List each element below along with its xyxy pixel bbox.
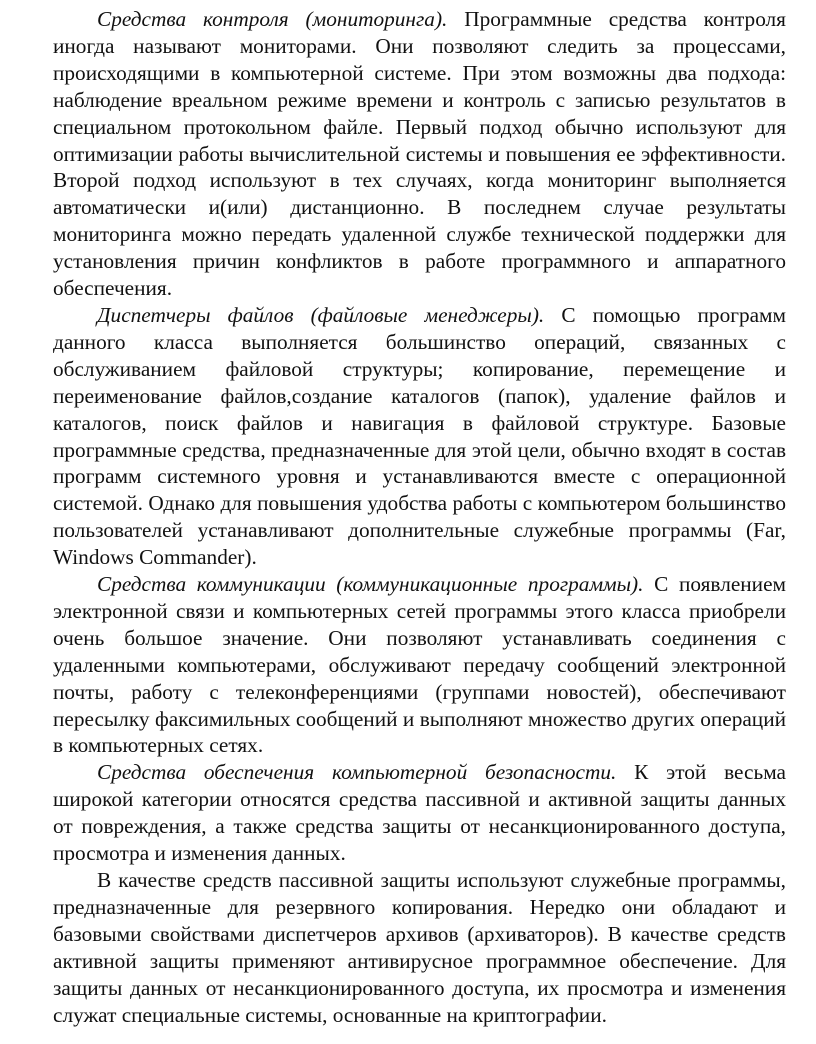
paragraph-communication-tools <box>53 571 786 759</box>
paragraph-passive-active-protection <box>53 867 786 1028</box>
paragraph-heading: Средства контроля (мониторинга). <box>97 7 448 31</box>
paragraph-monitoring-tools <box>53 6 786 302</box>
paragraph-file-managers <box>53 302 786 571</box>
paragraph-security-tools <box>53 759 786 867</box>
paragraph-heading: Средства обеспечения компьютерной безопасности. <box>97 760 617 785</box>
paragraph-heading: Диспетчеры файлов (файловые менеджеры). <box>97 302 545 327</box>
paragraph-body: В качестве средств пассивной защиты используют служебные программы, предназначенные для резервного копирования. Нередко они обладают и базовыми свойствами диспетчеров архивов (архиваторов). В качестве средств активной защиты применяют антивирусное программное обеспечение. Для защиты данных от несанкционированного доступа, их просмотра и изменения служат специальные системы, основанные на криптографии. <box>53 868 786 1027</box>
paragraph-body: С помощью программ данного класса выполняется большинство операций, связанных с обслуживанием файловой структуры; копирование, перемещение и переименование файлов,создание каталогов (папок), удаление файлов и каталогов, поиск файлов и навигация в файловой структуре. Базовые программные средства, предназначенные для этой цели, обычно входят в состав программ системного уровня и устанавливаются вместе с операционной системой. Однако для повышения удобства работы с компьютером большинство пользователей устанавливают дополнительные служебные программы (Far, Windows Commander). <box>53 302 787 570</box>
paragraph-body: С появлением электронной связи и компьютерных сетей программы этого класса приобрели очень большое значение. Они позволяют устанавливать соединения с удаленными компьютерами, обслуживают передачу сообщений электронной почты, работу с телеконференциями (группами новостей), обеспечивают пересылку факсимильных сообщений и выполняют множество других операций в компьютерных сетях. <box>53 572 787 758</box>
paragraph-heading: Средства коммуникации (коммуникационные программы). <box>97 572 644 597</box>
paragraph-body: К этой весьма широкой категории относятся средства пассивной и активной защиты данных от повреждения, а также средства защиты от несанкционированного доступа, просмотра и изменения данных. <box>53 760 786 866</box>
paragraph-body: Программные средства контроля иногда называют мониторами. Они позволяют следить за процессами, происходящими в компьютерной системе. При этом возможны два подхода: наблюдение вреальном режиме времени и контроль с записью результатов в специальном протокольном файле. Первый подход обычно используют для оптимизации работы вычислительной системы и повышения ее эффективности. Второй подход используют в тех случаях, когда мониторинг выполняется автоматически и(или) дистанционно. В последнем случае результаты мониторинга можно передать удаленной службе технической поддержки для установления причин конфликтов в работе программного и аппаратного обеспечения. <box>53 7 786 301</box>
document-page <box>53 6 786 1028</box>
